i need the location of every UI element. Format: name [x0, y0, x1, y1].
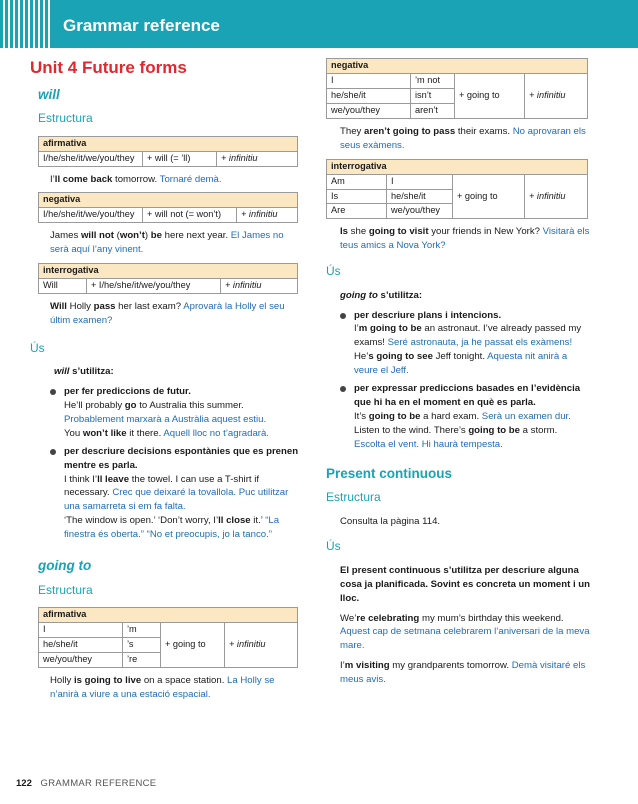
section-title-present-continuous: Present continuous	[326, 465, 453, 481]
example-sentence: Holly is going to live on a space station. La Holly se n’anirà a viure a una estació espacial.	[50, 674, 275, 700]
table-cell: Is	[327, 189, 387, 204]
page-number: 122	[16, 778, 32, 789]
table-cell: I/he/she/it/we/you/they	[39, 151, 143, 166]
example-sentence: Is she going to visit your friends in New York? Visitarà els teus amics a Nova York?	[340, 226, 590, 252]
going-to-us-label: going to s’utilitza:	[340, 289, 423, 301]
table-cell: we/you/they	[327, 103, 411, 118]
translation: Tornaré demà.	[159, 173, 222, 185]
page-header-title: Grammar reference	[63, 16, 220, 35]
consulta-text: Consulta la pàgina 114.	[340, 515, 441, 527]
will-afirmativa-table	[38, 136, 298, 167]
table-cell: + I/he/she/it/we/you/they	[87, 279, 221, 294]
table-head: afirmativa	[39, 608, 298, 623]
list-item: per descriure plans i intencions. I’m going to be an astronaut. I’ve already passed my exams! Seré astronauta, ja he passat els exàmens! He’s going to see Jeff tonight. Aquesta nit anirà a veure el Jeff.	[326, 309, 592, 379]
header-stripes	[0, 0, 52, 48]
table-cell: + going to	[455, 73, 525, 118]
table-head: negativa	[327, 59, 588, 74]
translation: Aquest cap de setmana celebrarem l’aniversari de la meva mare.	[340, 626, 590, 652]
table-cell: ’m not	[411, 73, 455, 88]
footer-label: GRAMMAR REFERENCE	[40, 778, 157, 789]
table-cell: + infinitiu	[237, 208, 298, 223]
table-cell: + infinitiu	[221, 279, 298, 294]
table-cell: ’re	[123, 652, 161, 667]
going-to-estructura: Estructura	[38, 582, 93, 597]
bullet-icon	[50, 449, 56, 455]
example-sentence: Will Holly pass her last exam? Aprovarà la Holly el seu últim examen?	[50, 301, 285, 326]
going-to-negativa-table	[326, 58, 588, 119]
table-cell: Are	[327, 204, 387, 219]
right-column	[326, 58, 592, 693]
will-us-title: Ús	[30, 340, 45, 355]
going-to-us-title: Ús	[326, 264, 341, 279]
table-cell: Am	[327, 174, 387, 189]
present-continuous-us-title: Ús	[326, 539, 341, 554]
example-sentence: They aren’t going to pass their exams. No aprovaran els seus exàmens.	[340, 125, 586, 151]
translation: La Holly se n’anirà a viure a una estació espacial.	[50, 674, 275, 700]
table-cell: ’m	[123, 623, 161, 638]
left-column	[30, 56, 300, 708]
table-cell: I	[39, 623, 123, 638]
will-interrogativa-table	[38, 263, 298, 294]
going-to-afirmativa-table	[38, 607, 298, 668]
table-cell: he/she/it	[387, 189, 453, 204]
bullet-icon	[340, 313, 346, 319]
table-cell: + infinitiu	[217, 151, 298, 166]
table-cell: Will	[39, 279, 87, 294]
table-cell: + infinitiu	[525, 73, 588, 118]
table-cell: + going to	[453, 174, 525, 219]
table-cell: we/you/they	[387, 204, 453, 219]
going-to-interrogativa-table	[326, 159, 588, 220]
table-cell: + infinitiu	[525, 174, 588, 219]
example-sentence: We’re celebrating my mum’s birthday this weekend. Aquest cap de setmana celebrarem l’aniversari de la meva mare.	[340, 612, 590, 652]
example-sentence: I’ll come back tomorrow. Tornaré demà.	[50, 173, 222, 185]
table-cell: we/you/they	[39, 652, 123, 667]
translation: Aprovarà la Holly el seu últim examen?	[50, 301, 285, 326]
table-cell: + infinitiu	[225, 623, 298, 668]
table-head: negativa	[39, 193, 298, 208]
will-negativa-table	[38, 192, 298, 223]
present-continuous-estructura: Estructura	[326, 490, 381, 505]
bullet-icon	[340, 386, 346, 392]
will-estructura: Estructura	[38, 111, 93, 126]
list-item: per expressar prediccions basades en l’evidència que hi ha en el moment en què es parla. It’s going to be a hard exam. Serà un examen dur. Listen to the wind. There’s going to be a storm. Escolta el vent. Hi haurà tempesta.	[326, 382, 592, 452]
list-item: per fer prediccions de futur. He’ll probably go to Australia this summer. Probablement marxarà a Austràlia aquest estiu. You won’t like it there. Aquell lloc no t’agradarà.	[30, 385, 300, 441]
table-cell: I/he/she/it/we/you/they	[39, 208, 143, 223]
table-head: interrogativa	[39, 264, 298, 279]
translation: Demà visitaré els meus avis.	[340, 660, 586, 686]
page-footer	[16, 777, 156, 791]
section-title-will: will	[38, 86, 60, 102]
table-cell: + going to	[161, 623, 225, 668]
bullet-icon	[50, 389, 56, 395]
table-cell: he/she/it	[39, 637, 123, 652]
example-sentence: I’m visiting my grandparents tomorrow. Demà visitaré els meus avis.	[340, 660, 586, 686]
table-cell: + will not (= won’t)	[143, 208, 237, 223]
will-us-label: will s’utilitza:	[54, 366, 114, 378]
table-head: afirmativa	[39, 136, 298, 151]
unit-title: Unit 4 Future forms	[30, 58, 187, 77]
translation: El James no serà aquí l’any vinent.	[50, 230, 284, 256]
table-cell: he/she/it	[327, 88, 411, 103]
table-cell: aren’t	[411, 103, 455, 118]
translation: No aprovaran els seus exàmens.	[340, 125, 586, 151]
table-cell: I	[387, 174, 453, 189]
present-continuous-us-text: El present continuous s’utilitza per descriure alguna cosa ja planificada. Sovint es concreta un moment i un lloc.	[340, 564, 591, 604]
table-cell: ’s	[123, 637, 161, 652]
translation: Visitarà els teus amics a Nova York?	[340, 226, 590, 252]
table-cell: isn’t	[411, 88, 455, 103]
example-sentence: James will not (won’t) be here next year. El James no serà aquí l’any vinent.	[50, 230, 284, 256]
table-cell: + will (= ’ll)	[143, 151, 217, 166]
section-title-going-to: going to	[38, 558, 92, 574]
table-cell: I	[327, 73, 411, 88]
table-head: interrogativa	[327, 159, 588, 174]
list-item: per descriure decisions espontànies que es prenen mentre es parla. I think I’ll leave the towel. I can use a T-shirt if necessary. Crec que deixaré la tovallola. Puc utilitzar una samarreta si em fa falta. ‘The window is open.’ ‘Don’t worry, I’ll close it.’ “La finestra és oberta.” “No et preocupis, jo la tanco.”	[30, 445, 300, 542]
